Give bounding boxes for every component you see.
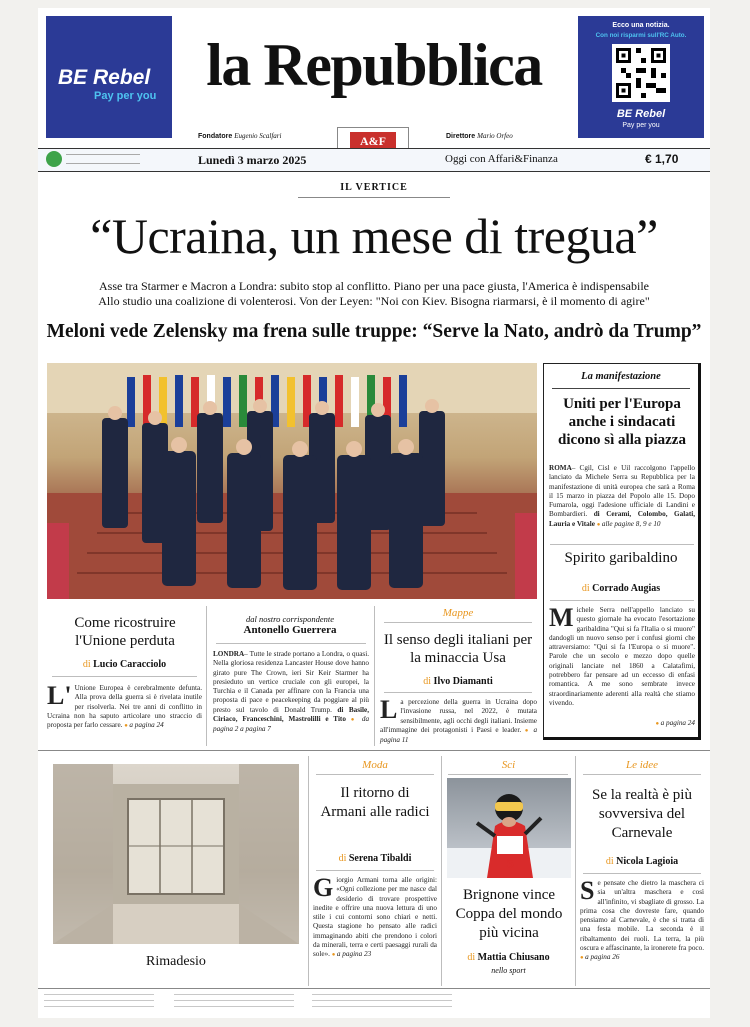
col1-body-text: Unione Europea è cerebralmente defunta. Alla prova della guerra si è rivelata inutile per risolverla. Nei tre anni di conflitto in Ucraina non ha saputo articolare uno straccio di proposta per farlo cessare. <box>47 684 202 730</box>
col3-dropcap: L <box>380 695 398 724</box>
lead-kicker: IL VERTICE <box>340 182 408 193</box>
fineprint-line-5 <box>174 1000 294 1001</box>
col2-kicker: dal nostro corrispondente <box>246 614 334 624</box>
col-divider-2 <box>374 606 375 746</box>
bottom-divider-3 <box>575 756 576 986</box>
col1-title[interactable]: Come ricostruire l'Unione perduta <box>74 615 176 649</box>
row-separator <box>38 750 710 751</box>
idee-byline-prefix: di <box>605 856 614 867</box>
col3-title[interactable]: Il senso degli italiani per la minaccia Usa <box>383 632 533 666</box>
ad-right[interactable] <box>578 16 704 138</box>
main-photo[interactable] <box>47 363 537 599</box>
col3-byline: Ilvo Diamanti <box>433 676 493 687</box>
sidebar-sub-rule <box>550 600 694 601</box>
ad-left[interactable] <box>46 16 172 138</box>
moda-byline: Serena Tibaldi <box>348 853 412 864</box>
col1-pageref[interactable]: ● a pagina 24 <box>124 721 163 729</box>
ad-right-line1: Ecco una notizia. <box>612 22 670 29</box>
sidebar-sub-pageref-row <box>549 719 695 729</box>
moda-byline-row <box>310 853 440 864</box>
col2-pageref[interactable]: ● da pagina 2 a pagina 7 <box>213 715 369 733</box>
sidebar-title[interactable]: Uniti per l'Europa anche i sindacati dicono sì alla piazza <box>558 396 686 448</box>
sci-kicker-rule <box>448 774 568 775</box>
idee-rule <box>583 873 701 874</box>
footer-fineprint <box>44 992 644 1012</box>
fineprint-line-1 <box>44 994 154 995</box>
director-label: Direttore <box>446 133 476 140</box>
col3-rule <box>384 692 532 693</box>
fineprint-line-6 <box>174 1006 294 1007</box>
idee-byline: Nicola Lagioia <box>616 856 679 867</box>
ad-bottom[interactable] <box>47 758 305 980</box>
date: Lunedì 3 marzo 2025 <box>198 153 307 167</box>
price: € 1,70 <box>645 152 679 166</box>
idee-title[interactable]: Se la realtà è più sovversiva del Carnevale <box>592 787 692 841</box>
moda-pageref[interactable]: ● a pagina 23 <box>332 950 371 958</box>
sidebar-sub-title[interactable]: Spirito garibaldino <box>564 550 678 566</box>
founder-label: Fondatore <box>198 133 233 140</box>
front-page <box>38 8 710 1018</box>
col2-dateline: LONDRA <box>213 650 245 658</box>
idee-body <box>580 876 704 964</box>
moda-body-text: iorgio Armani torna alle origini: «Ogni collezione per me nasce dal desiderio di trovare prospettive inedite e offrire una nuova lettura di uno stile i cui contorni sono chiari e netti. Questa stagione ho pensato alle radici immaginando abiti che prendono i colori da minerali, terra e certi paesaggi rurali da sole». <box>313 876 437 959</box>
footer-rule <box>38 988 710 989</box>
sidebar-kicker-rule <box>552 388 690 389</box>
sci-byline-row <box>443 952 574 963</box>
ad-bottom-caption: Rimadesio <box>146 954 206 969</box>
sidebar-kicker: La manifestazione <box>581 371 661 382</box>
col-divider-1 <box>206 606 207 746</box>
sidebar-divider <box>550 544 694 545</box>
sidebar-pageref[interactable]: ● alle pagine 8, 9 e 10 <box>597 520 661 528</box>
director-name: Mario Orfeo <box>477 132 513 140</box>
idee-byline-row <box>577 856 707 867</box>
sci-byline: Mattia Chiusano <box>477 952 550 963</box>
eco-note-lines <box>66 154 140 164</box>
sidebar-dateline: ROMA <box>549 464 572 472</box>
col3-byline-prefix: di <box>423 676 432 687</box>
idee-pageref[interactable]: ● a pagina 26 <box>580 953 619 961</box>
interior-icon <box>53 764 299 944</box>
ad-bottom-image <box>53 764 299 944</box>
col3-body <box>380 695 538 745</box>
col1-rule <box>52 676 197 677</box>
idee-body-text: e pensate che dietro la maschera ci sia un'altra maschera e così all'infinito, vi sbagliate di grosso. La prima cosa che dovreste fare, quando pensiamo al Carnevale, è che si tratta di una festa mobile. La seconda è il ribaltamento dei ruoli. La terra, la più oscura e affascinante, la ironerete fra poco. <box>580 879 704 953</box>
fineprint-line-7 <box>312 994 452 995</box>
moda-kicker-rule <box>316 774 434 775</box>
lead-kicker-rule <box>298 197 450 198</box>
sidebar-body <box>549 464 695 530</box>
fineprint-line-8 <box>312 1000 452 1001</box>
idee-kicker-rule <box>583 774 701 775</box>
founder-line <box>198 132 281 140</box>
moda-title[interactable]: Il ritorno di Armani alle radici <box>320 785 430 820</box>
col2-body <box>213 650 369 735</box>
idee-dropcap: S <box>580 876 595 905</box>
ad-right-brand: BE Rebel <box>616 108 666 120</box>
lead-subhead[interactable]: Meloni vede Zelensky ma frena sulle truppe: “Serve la Nato, andrò da Trump” <box>46 321 702 342</box>
sidebar-body-text: – Cgil, Cisl e Uil raccolgono l'appello lanciato da Michele Serra su Repubblica per la manifestazione di unità europea che sarà a Roma il 15 marzo in piazza del Popolo alle 15. Dopo Fumarola, oggi l'adesione ufficiale di Landini e Bombardieri. <box>549 464 695 519</box>
ad-right-tagline: Pay per you <box>622 122 660 129</box>
col1-dropcap: L' <box>47 681 72 710</box>
fineprint-line-9 <box>312 1006 452 1007</box>
lead-headline[interactable]: “Ucraina, un mese di tregua” <box>90 208 658 264</box>
masthead-title[interactable]: la Repubblica <box>206 32 542 98</box>
col2-rule <box>216 643 366 644</box>
sci-photo[interactable] <box>447 778 571 878</box>
col2-authors: di Basile, Ciriaco, Franceschini, Mastrolilli e Tito <box>213 705 369 724</box>
sidebar-sub-byline-prefix: di <box>581 583 590 594</box>
col2-body-text: – Tutte le strade portano a Londra, o quasi. Nella gloriosa residenza Lancaster House dove hanno girato pure The Crown, ieri Sir Keir Starmer ha presieduto un vertice cruciale con gli europei, la Turchia e il Canada per affinare con la Francia una proposta di pace e peacekeeping da poggiare al più presto sul tavolo di Donald Trump. <box>213 650 369 714</box>
sci-byline-prefix: di <box>467 952 476 963</box>
badge-label: A&F <box>360 134 386 148</box>
lead-deck-2: Allo studio una coalizione di volenterosi. Von der Leyen: "Noi con Kiev. Bisogna riarmarsi, è il momento di agire" <box>98 294 650 308</box>
sidebar-sub-pageref[interactable]: ● a pagina 24 <box>656 719 695 727</box>
sidebar-sub-body-text: ichele Serra nell'appello lanciato su questo giornale ha evocato l'esortazione garibaldina "Qui si fa l'Italia o si muore" dandogli un nuovo senso per i confusi giorni che attraversiamo: "Qui si fa l'Europa o si muore". Parole che un secolo e mezzo dopo quelle originali lanciate nel 1860 a Calatafimi, potrebbero far pensare ad un eccesso di enfasi romantica. A me sono sembrate invece straordinariamente aderenti alla realtà che stiamo vivendo. <box>549 606 695 707</box>
moda-rule <box>316 870 434 871</box>
sci-kicker: Sci <box>501 759 516 771</box>
datebar-bottom-rule <box>38 171 710 172</box>
moda-body <box>313 873 437 961</box>
leaders-group-photo <box>47 363 537 599</box>
lead-deck-1: Asse tra Starmer e Macron a Londra: subito stop al conflitto. Piano per una pace giusta, l'America è indispensabile <box>98 279 649 293</box>
qr-code-icon[interactable] <box>612 44 670 102</box>
sidebar-sub-byline: Corrado Augias <box>592 583 661 594</box>
col1-body <box>47 681 202 731</box>
fineprint-line-4 <box>174 994 294 995</box>
col3-pageref[interactable]: ● a pagina 11 <box>380 726 537 744</box>
col1-byline-prefix: di <box>82 659 91 670</box>
ad-left-tagline: Pay per you <box>94 90 157 102</box>
moda-byline-prefix: di <box>338 853 347 864</box>
sidebar-sub-byline-row <box>544 583 698 594</box>
bottom-divider-1 <box>308 756 309 986</box>
director-line <box>446 132 513 140</box>
supplement-note[interactable]: Oggi con Affari&Finanza <box>445 153 558 165</box>
sci-section[interactable]: nello sport <box>491 966 526 975</box>
col3-kicker-rule <box>384 622 532 623</box>
col3-body-text: a percezione della guerra in Ucraina dopo l'invasione russa, nel 2022, è mutata sensibilmente, agli occhi degli italiani. Insieme all'immagine dei protagonisti i Paesi e leader. <box>380 698 537 734</box>
sci-title[interactable]: Brignone vince Coppa del mondo più vicina <box>455 887 563 941</box>
idee-kicker: Le idee <box>625 759 659 771</box>
ad-left-brand: BE Rebel <box>58 66 151 89</box>
fineprint-line-3 <box>44 1006 154 1007</box>
eco-icon <box>46 151 62 167</box>
sidebar-sub-body <box>549 603 695 708</box>
moda-kicker: Moda <box>362 759 388 771</box>
ad-right-line2: Con noi risparmi sull'RC Auto. <box>595 32 687 39</box>
sidebar-sub-dropcap: M <box>549 603 574 632</box>
col1-byline: Lucio Caracciolo <box>93 659 167 670</box>
col1-byline-row <box>47 659 202 670</box>
founder-name: Eugenio Scalfari <box>234 132 282 140</box>
col3-kicker: Mappe <box>442 607 474 619</box>
col2-byline: Antonello Guerrera <box>243 624 337 636</box>
sci-bib: 5 <box>506 856 514 871</box>
moda-dropcap: G <box>313 873 334 902</box>
col3-byline-row <box>378 676 538 687</box>
bottom-divider-2 <box>441 756 442 986</box>
fineprint-line-2 <box>44 1000 154 1001</box>
sidebar-authors: di Cerami, Colombo, Galati, Lauria e Vitale <box>549 510 696 528</box>
